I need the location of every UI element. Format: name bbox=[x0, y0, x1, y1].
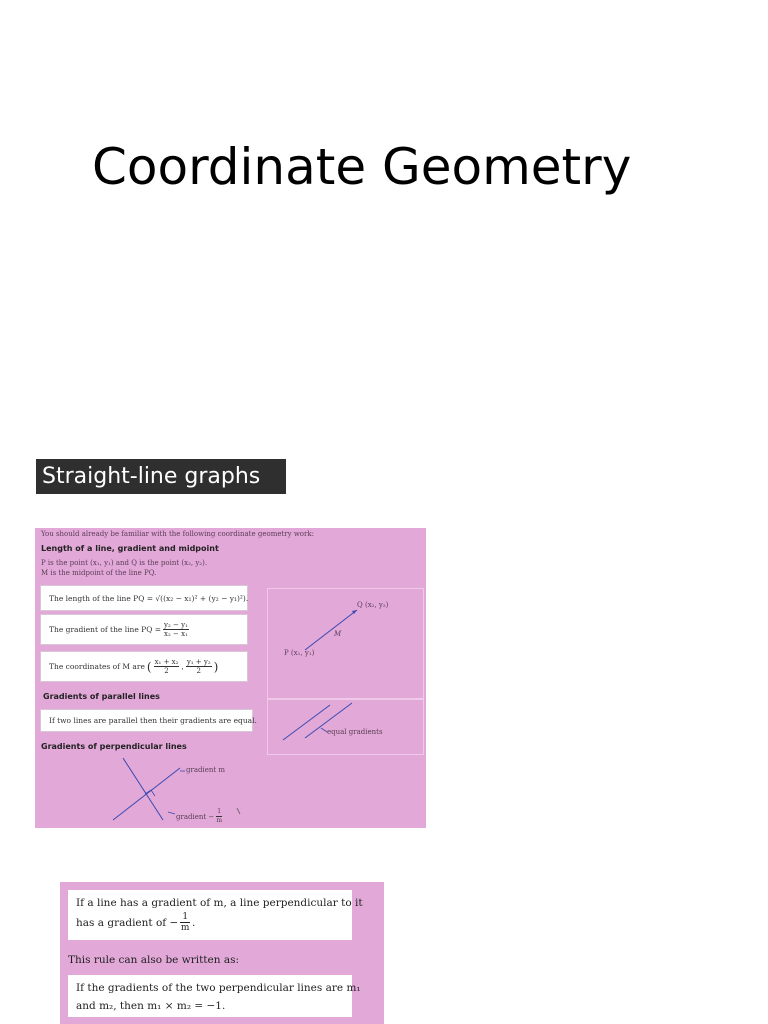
heading-parallel: Gradients of parallel lines bbox=[43, 692, 160, 701]
gradient-neg-pointer bbox=[168, 812, 175, 814]
parallel-line-1 bbox=[283, 705, 330, 740]
gradient-numerator: y₂ − y₁ bbox=[164, 621, 188, 629]
diagrams bbox=[35, 528, 426, 828]
midpoint-x-denominator: 2 bbox=[164, 667, 169, 675]
rule-fraction bbox=[180, 912, 190, 933]
perpendicular-line-1 bbox=[123, 758, 163, 820]
label-gradient-neg bbox=[176, 808, 224, 825]
heading-length-gradient-midpoint: Length of a line, gradient and midpoint bbox=[41, 544, 219, 553]
midpoint-y-denominator: 2 bbox=[196, 667, 201, 675]
parallel-rule: If two lines are parallel then their gradients are equal. bbox=[49, 716, 257, 725]
gradient-neg-text: gradient − bbox=[176, 812, 215, 821]
pq-line bbox=[305, 610, 357, 650]
gradient-denominator: x₂ − x₁ bbox=[164, 630, 188, 638]
label-m: M bbox=[334, 630, 342, 638]
alt-rule-line-1: If the gradients of the two perpendicular lines are m₁ bbox=[76, 982, 361, 994]
alt-rule-intro: This rule can also be written as: bbox=[68, 954, 240, 966]
midpoint-y-numerator: y₁ + y₂ bbox=[186, 658, 211, 666]
gradient-neg-fraction bbox=[216, 808, 222, 825]
perpendicular-rule-box bbox=[68, 890, 363, 940]
label-p: P (x₁, y₁) bbox=[284, 649, 315, 657]
rule-line-1: If a line has a gradient of m, a line perpendicular to it bbox=[76, 897, 363, 909]
midpoint-formula-label: The coordinates of M are bbox=[49, 662, 145, 671]
textbook-panel-rule bbox=[60, 882, 384, 1024]
length-formula: The length of the line PQ = √((x₂ − x₁)² + (y₂ − y₁)²). bbox=[49, 593, 249, 603]
midpoint-formula-box: The coordinates of M are ( $\frac{\text{x₁ + x₂}}{2}$ , $\frac{\text{y₁ + y₂}}{2}$ ) bbox=[40, 651, 248, 682]
label-gradient-m: gradient m bbox=[186, 766, 226, 774]
section-banner: Straight-line graphs bbox=[36, 459, 286, 494]
rule-line-2 bbox=[76, 912, 344, 933]
rule-fraction-den: m bbox=[180, 923, 190, 933]
gradient-neg-den: m bbox=[216, 817, 223, 824]
rule-fraction-num: 1 bbox=[182, 912, 189, 922]
heading-perpendicular: Gradients of perpendicular lines bbox=[41, 742, 187, 751]
intro-text: You should already be familiar with the following coordinate geometry work: bbox=[41, 530, 314, 538]
gradient-neg-num: 1 bbox=[217, 808, 222, 815]
alt-rule-line-2: and m₂, then m₁ × m₂ = −1. bbox=[76, 1000, 226, 1012]
rule-line-2-suffix: . bbox=[192, 916, 196, 929]
points-definition: P is the point (x₁, y₁) and Q is the point (x₂, y₂). bbox=[41, 559, 208, 567]
label-equal-gradients: equal gradients bbox=[327, 728, 383, 736]
slide-title: Coordinate Geometry bbox=[92, 138, 632, 196]
stray-mark bbox=[237, 808, 240, 814]
alt-rule-box bbox=[68, 975, 361, 1017]
label-q: Q (x₂, y₂) bbox=[357, 601, 389, 609]
gradient-formula-label: The gradient of the line PQ = bbox=[49, 625, 162, 634]
textbook-panel-main bbox=[35, 528, 426, 828]
rule-line-2-prefix: has a gradient of − bbox=[76, 916, 179, 929]
midpoint-x-numerator: x₁ + x₂ bbox=[154, 658, 179, 666]
midpoint-definition: M is the midpoint of the line PQ. bbox=[41, 569, 157, 577]
